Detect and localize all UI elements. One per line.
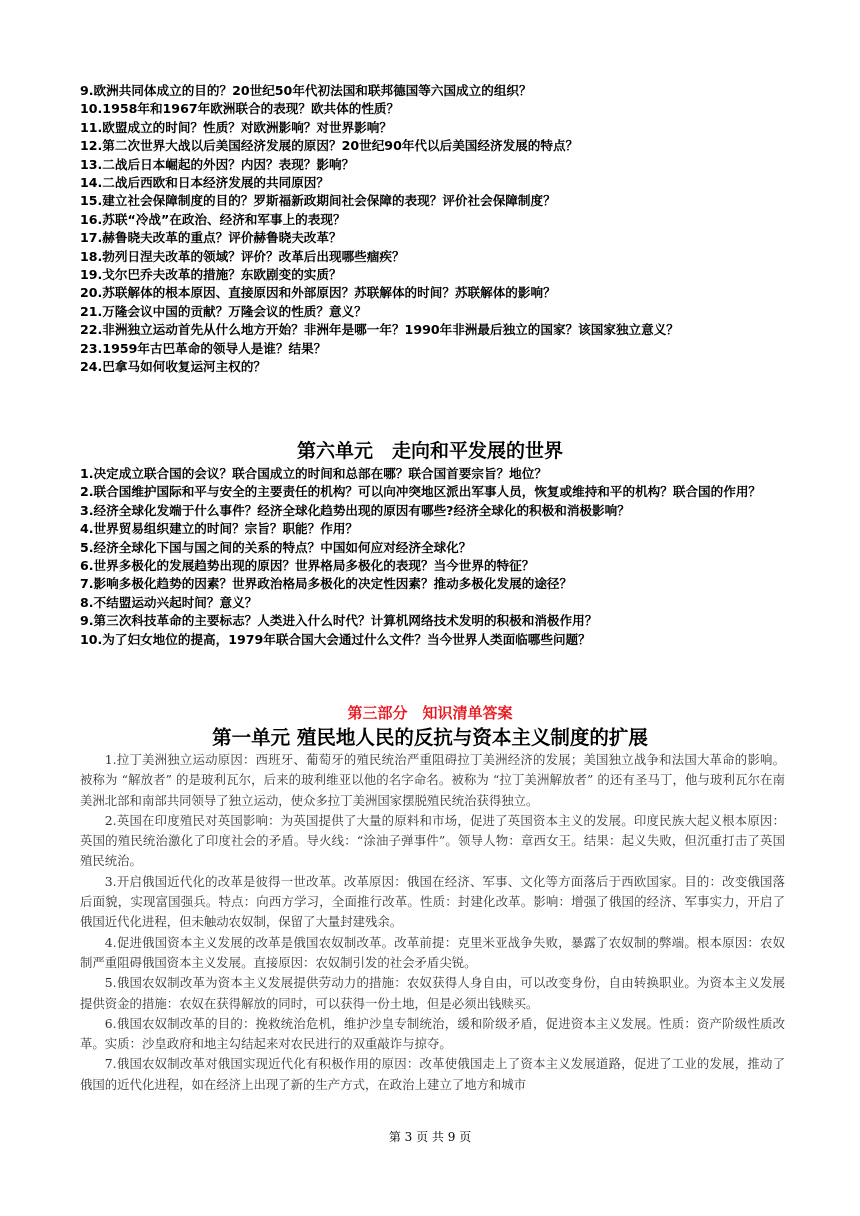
answer-paragraph: 4.促进俄国资本主义发展的改革是俄国农奴制改革。改革前提：克里米亚战争失败，暴露了农奴制的弊端。根本原因：农奴制严重阻碍俄国资本主义发展。直接原因：农奴制引发的社会矛盾尖锐。 [80, 934, 785, 970]
page-number-footer: 第 3 页 共 9 页 [388, 1130, 472, 1144]
unit5-question-list [80, 82, 785, 377]
question-item: 22.非洲独立运动首先从什么地方开始？非洲年是哪一年？1990年非洲最后独立的国家？该国家独立意义？ [80, 322, 679, 338]
question-item: 16.苏联“冷战”在政治、经济和军事上的表现？ [80, 211, 346, 227]
answer-paragraph: 6.俄国农奴制改革的目的：挽救统治危机，维护沙皇专制统治，缓和阶级矛盾，促进资本主义发展。性质：资产阶级性质改革。实质：沙皇政府和地主勾结起来对农民进行的双重敲诈与掠夺。 [80, 1015, 785, 1052]
answer-paragraph: 1.拉丁美洲独立运动原因：西班牙、葡萄牙的殖民统治严重阻碍拉丁美洲经济的发展；美国独立战争和法国大革命的影响。被称为 “解放者” 的是玻利瓦尔，后来的玻利维亚以他的名字命名。被称为 “拉丁美洲解放者” 的还有圣马丁，他与玻利瓦尔在南美洲北部和南部共同领导了独立运动，使众多拉丁美洲国家摆脱殖民统治获得独立。 [80, 752, 785, 808]
question-item: 7.影响多极化趋势的因素？世界政治格局多极化的决定性因素？推动多极化发展的途径？ [80, 576, 573, 592]
answer-paragraph: 3.开启俄国近代化的改革是彼得一世改革。改革原因：俄国在经济、军事、文化等方面落后于西欧国家。目的：改变俄国落后面貌，实现富国强兵。特点：向西方学习，全面推行改革。性质：封建化改革。影响：增强了俄国的经济、军事实力，开启了俄国近代化进程，但未触动农奴制，保留了大量封建残余。 [80, 873, 785, 930]
unit6-question-list [80, 465, 785, 649]
question-item: 12.第二次世界大战以后美国经济发展的原因？20世纪90年代以后美国经济发展的特点？ [80, 138, 579, 154]
unit6-heading: 第六单元 走向和平发展的世界 [296, 440, 563, 462]
question-item: 19.戈尔巴乔夫改革的措施？东欧剧变的实质？ [80, 267, 342, 283]
question-item: 14.二战后西欧和日本经济发展的共同原因？ [80, 175, 329, 191]
question-item: 3.经济全球化发端于什么事件？经济全球化趋势出现的原因有哪些?经济全球化的积极和消极影响？ [80, 502, 630, 518]
question-item: 6.世界多极化的发展趋势出现的原因？世界格局多极化的表现？当今世界的特征？ [80, 558, 535, 574]
answer-paragraph: 7.俄国农奴制改革对俄国实现近代化有积极作用的原因：改革使俄国走上了资本主义发展道路，促进了工业的发展，推动了俄国的近代化进程，如在经济上出现了新的生产方式，在政治上建立了地方和城市 [80, 1056, 785, 1092]
question-item: 21.万隆会议中国的贡献？万隆会议的性质？意义？ [80, 303, 367, 319]
question-item: 10.1958年和1967年欧洲联合的表现？欧共体的性质？ [80, 101, 400, 117]
question-item: 9.第三次科技革命的主要标志？人类进入什么时代？计算机网络技术发明的积极和消极作用？ [80, 613, 598, 629]
question-item: 23.1959年古巴革命的领导人是谁？结果？ [80, 340, 327, 356]
question-item: 11.欧盟成立的时间？性质？对欧洲影响？对世界影响？ [80, 119, 392, 135]
question-item: 2.联合国维护国际和平与安全的主要责任的机构？可以向冲突地区派出军事人员，恢复或维持和平的机构？联合国的作用？ [80, 484, 762, 500]
answer-paragraph: 2.英国在印度殖民对英国影响：为英国提供了大量的原料和市场，促进了英国资本主义的发展。印度民族大起义根本原因：英国的殖民统治激化了印度社会的矛盾。导火线：“涂油子弹事件”。领导人物：章西女王。结果：起义失败，但沉重打击了英国殖民统治。 [80, 812, 785, 869]
question-item: 15.建立社会保障制度的目的？罗斯福新政期间社会保障的表现？评价社会保障制度？ [80, 193, 556, 209]
question-item: 13.二战后日本崛起的外因？内因？表现？影响？ [80, 156, 355, 172]
question-item: 4.世界贸易组织建立的时间？宗旨？职能？作用？ [80, 521, 359, 537]
question-item: 1.决定成立联合国的会议？联合国成立的时间和总部在哪？联合国首要宗旨？地位？ [80, 466, 547, 481]
question-item: 18.勃列日涅夫改革的领域？评价？改革后出现哪些痼疾？ [80, 248, 405, 264]
question-item: 8.不结盟运动兴起时间？意义？ [80, 594, 258, 610]
question-item: 10.为了妇女地位的提高，1979年联合国大会通过什么文件？当今世界人类面临哪些问题？ [80, 631, 591, 647]
unit1-heading: 第一单元 殖民地人民的反抗与资本主义制度的扩展 [212, 726, 648, 749]
part3-heading: 第三部分 知识清单答案 [347, 704, 513, 722]
question-item: 5.经济全球化下国与国之间的关系的特点？中国如何应对经济全球化？ [80, 539, 472, 555]
answer-section [80, 750, 785, 1095]
question-item: 9.欧洲共同体成立的目的？20世纪50年代初法国和联邦德国等六国成立的组织？ [80, 83, 532, 98]
answer-paragraph: 5.俄国农奴制改革为资本主义发展提供劳动力的措施：农奴获得人身自由，可以改变身份，自由转换职业。为资本主义发展提供资金的措施：农奴在获得解放的同时，可以获得一份土地，但是必须出钱赎买。 [80, 975, 785, 1011]
question-item: 17.赫鲁晓夫改革的重点？评价赫鲁晓夫改革？ [80, 230, 342, 246]
question-item: 24.巴拿马如何收复运河主权的？ [80, 359, 267, 375]
question-item: 20.苏联解体的根本原因、直接原因和外部原因？苏联解体的时间？苏联解体的影响？ [80, 285, 556, 301]
